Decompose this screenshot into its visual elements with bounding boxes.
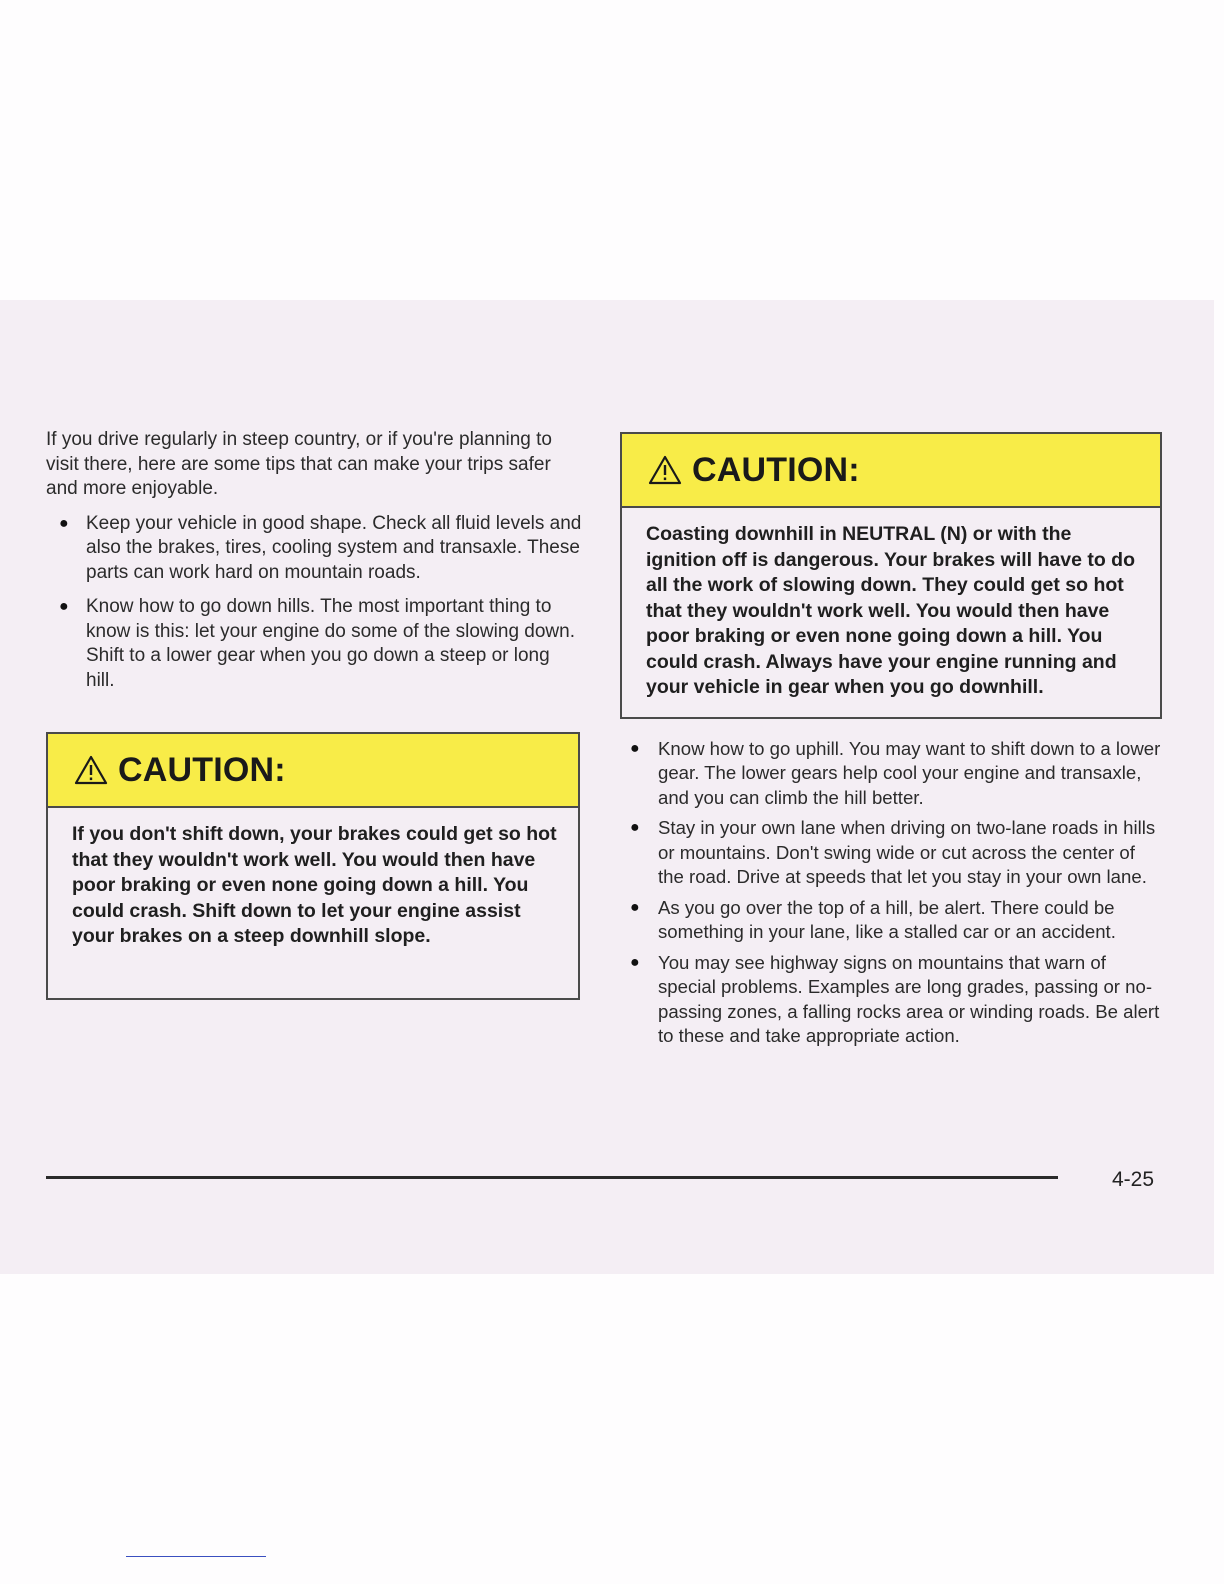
warning-triangle-icon bbox=[74, 755, 108, 785]
list-item-text: Know how to go uphill. You may want to shift down to a lower gear. The lower gears help cool your engine and transaxle, and you can climb the hill better. bbox=[658, 737, 1161, 808]
right-column bbox=[620, 432, 1162, 1055]
caution-title: CAUTION: bbox=[692, 450, 860, 489]
bullet-dot-icon: ● bbox=[59, 598, 69, 615]
caution-box-right bbox=[620, 432, 1162, 719]
left-column bbox=[46, 428, 582, 703]
list-item bbox=[620, 896, 1162, 945]
caution-body: Coasting downhill in NEUTRAL (N) or with the ignition off is dangerous. Your brakes will have to do all the work of slowing down. They could get so hot that they wouldn't work well. You would then have poor braking or even none going down a hill. You could crash. Always have your engine running and your vehicle in gear when you go downhill. bbox=[646, 523, 1136, 698]
list-item bbox=[46, 512, 582, 586]
caution-header bbox=[622, 434, 1160, 508]
list-item-text: Keep your vehicle in good shape. Check all fluid levels and also the brakes, tires, cooling system and transaxle. These parts can work hard on mountain roads. bbox=[86, 512, 582, 583]
list-item bbox=[620, 816, 1162, 890]
bullet-dot-icon: ● bbox=[630, 898, 640, 916]
list-item bbox=[620, 737, 1162, 811]
caution-title: CAUTION: bbox=[118, 750, 286, 789]
caution-header bbox=[48, 734, 578, 808]
page-number: 4-25 bbox=[1112, 1168, 1155, 1191]
list-item-text: You may see highway signs on mountains that warn of special problems. Examples are long grades, passing or no-passing zones, a falling rocks area or winding roads. Be alert to these and take appropriate action. bbox=[658, 951, 1160, 1046]
list-item-text: Know how to go down hills. The most important thing to know is this: let your engine do some of the slowing down. Shift to a lower gear when you go down a steep or long hill. bbox=[86, 596, 575, 691]
footer-rule bbox=[46, 1176, 1058, 1179]
intro-paragraph: If you drive regularly in steep country, or if you're planning to visit there, here are some tips that can make your trips safer and more enjoyable. bbox=[46, 429, 552, 499]
bullet-dot-icon: ● bbox=[630, 953, 640, 971]
list-item bbox=[46, 595, 582, 693]
list-item-text: Stay in your own lane when driving on two-lane roads in hills or mountains. Don't swing wide or cut across the center of the road. Drive at speeds that let you stay in your own lane. bbox=[658, 817, 1156, 887]
warning-triangle-icon bbox=[648, 455, 682, 485]
link-underline[interactable] bbox=[126, 1556, 266, 1557]
bullet-dot-icon: ● bbox=[59, 514, 69, 532]
right-bullet-list bbox=[620, 737, 1162, 1049]
caution-body: If you don't shift down, your brakes could get so hot that they wouldn't work well. You would then have poor braking or even none going down a hill. You could crash. Shift down to let your engine assist your brakes on a steep downhill slope. bbox=[72, 823, 557, 947]
caution-box-left bbox=[46, 732, 580, 1000]
bullet-dot-icon: ● bbox=[630, 819, 640, 836]
list-item-text: As you go over the top of a hill, be alert. There could be something in your lane, like a stalled car or an accident. bbox=[658, 896, 1116, 942]
bullet-dot-icon: ● bbox=[630, 739, 640, 757]
left-bullet-list bbox=[46, 512, 582, 694]
list-item bbox=[620, 951, 1162, 1049]
